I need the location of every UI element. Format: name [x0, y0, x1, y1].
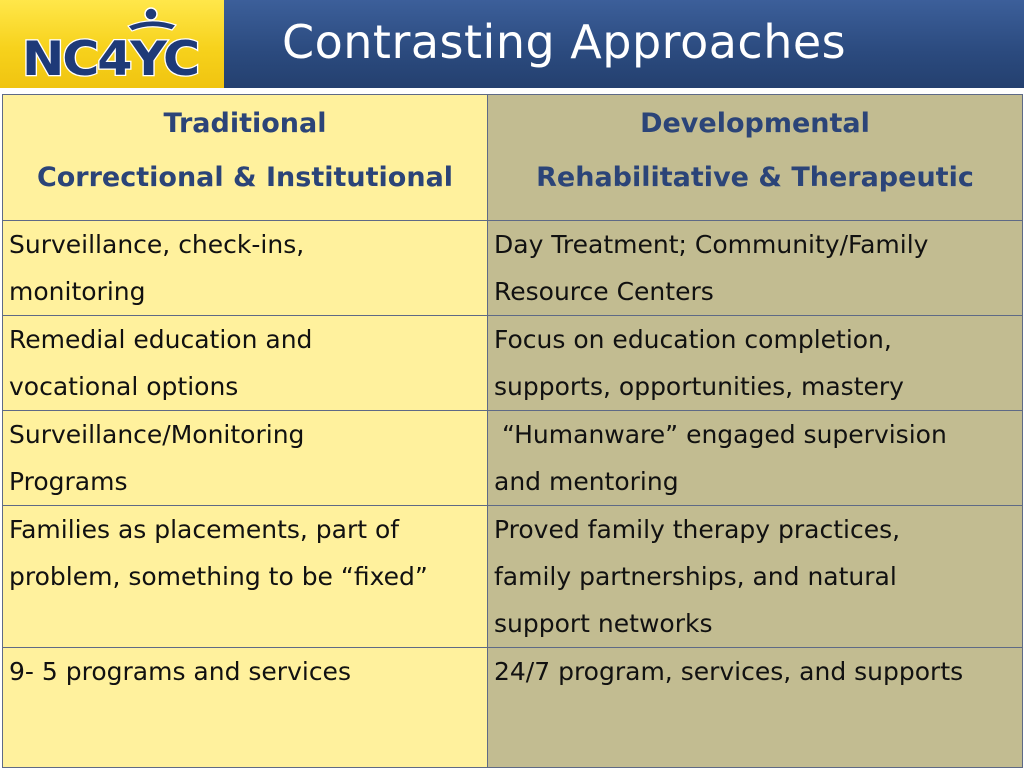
traditional-cell	[3, 221, 488, 316]
title-bar	[0, 0, 1024, 88]
cell-line: Surveillance/Monitoring	[9, 420, 305, 449]
cell-line: and mentoring	[494, 467, 679, 496]
traditional-cell	[3, 648, 488, 768]
table-row	[3, 411, 1023, 506]
developmental-cell	[488, 506, 1023, 648]
cell-line: Programs	[9, 467, 128, 496]
developmental-header-line: Rehabilitative & Therapeutic	[536, 162, 974, 193]
nc4yc-logo-icon	[0, 0, 224, 88]
cell-line: monitoring	[9, 277, 146, 306]
cell-line: “Humanware” engaged supervision	[494, 420, 947, 449]
table-row	[3, 316, 1023, 411]
developmental-cell	[488, 648, 1023, 768]
comparison-table	[2, 94, 1023, 768]
slide-title: Contrasting Approaches	[282, 15, 847, 69]
traditional-cell	[3, 316, 488, 411]
cell-line: vocational options	[9, 372, 239, 401]
developmental-header-line: Developmental	[640, 108, 870, 139]
developmental-cell	[488, 316, 1023, 411]
cell-line: Focus on education completion,	[494, 325, 892, 354]
developmental-cell	[488, 221, 1023, 316]
cell-line: Families as placements, part of	[9, 515, 400, 544]
developmental-header	[488, 95, 1023, 221]
table-row	[3, 648, 1023, 768]
cell-line: 9- 5 programs and services	[9, 657, 351, 686]
traditional-header	[3, 95, 488, 221]
cell-line: Resource Centers	[494, 277, 714, 306]
nc4yc-logo	[0, 0, 224, 88]
traditional-cell	[3, 506, 488, 648]
developmental-cell	[488, 411, 1023, 506]
traditional-cell	[3, 411, 488, 506]
traditional-header-line: Traditional	[163, 108, 327, 139]
cell-line: support networks	[494, 609, 713, 638]
cell-line: Proved family therapy practices,	[494, 515, 901, 544]
cell-line: supports, opportunities, mastery	[494, 372, 904, 401]
cell-line: problem, something to be “fixed”	[9, 562, 428, 591]
cell-line: Remedial education and	[9, 325, 313, 354]
cell-line: family partnerships, and natural	[494, 562, 897, 591]
cell-line: Day Treatment; Community/Family	[494, 230, 929, 259]
traditional-header-line: Correctional & Institutional	[36, 162, 454, 193]
table-row	[3, 506, 1023, 648]
svg-text:NC4YC: NC4YC	[22, 32, 199, 87]
table-row	[3, 221, 1023, 316]
cell-line: 24/7 program, services, and supports	[494, 657, 964, 686]
table-header-row	[3, 95, 1023, 221]
cell-line: Surveillance, check-ins,	[9, 230, 305, 259]
